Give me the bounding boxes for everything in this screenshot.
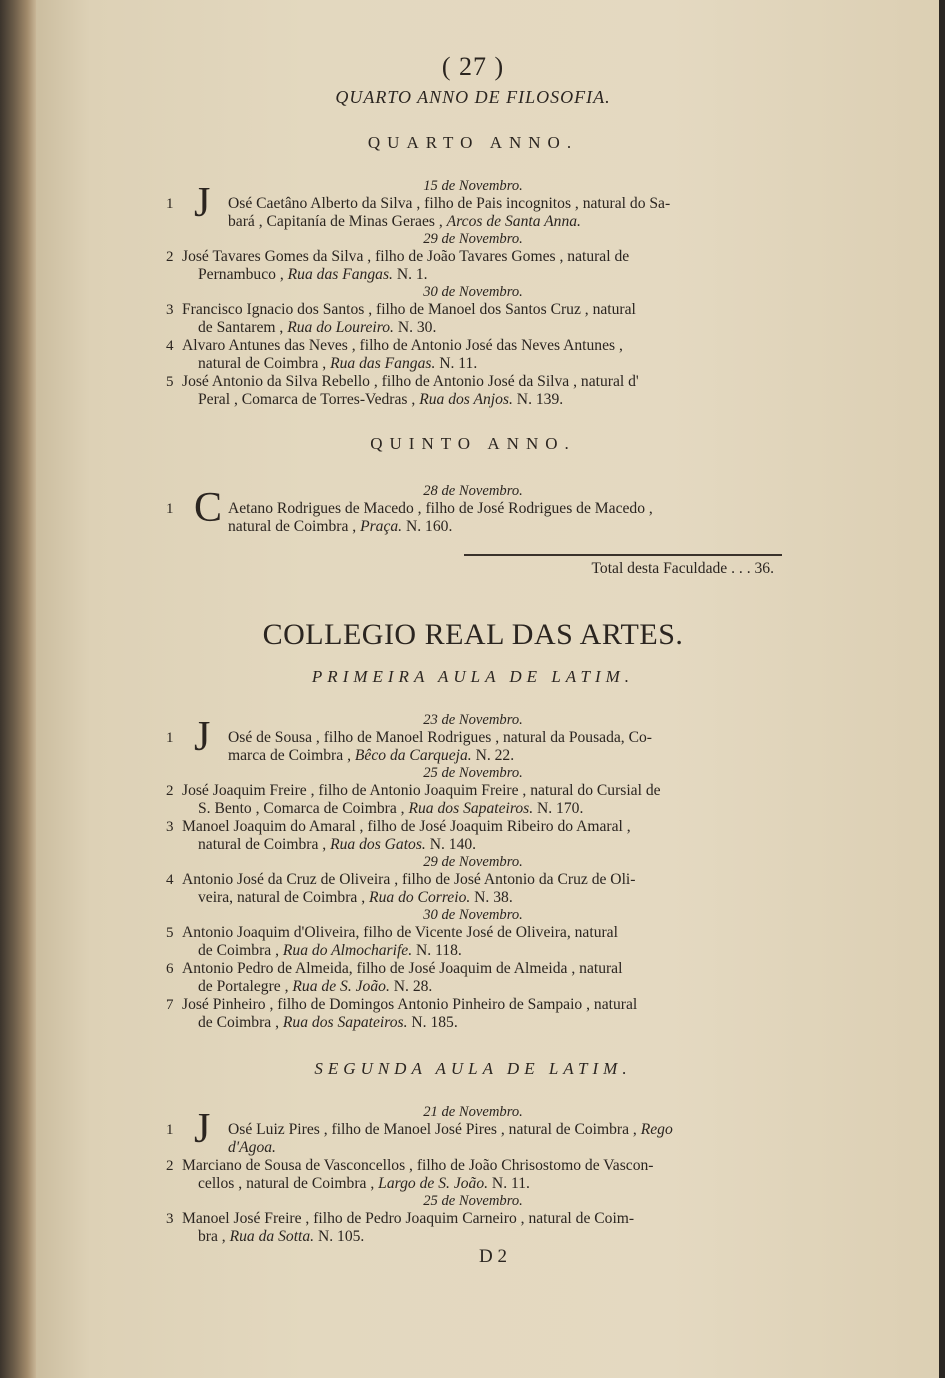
entry-line bbox=[182, 889, 782, 907]
entry-line bbox=[182, 836, 782, 854]
total-rule bbox=[464, 554, 782, 556]
date-line: 15 de Novembro. bbox=[423, 178, 523, 194]
address: Rua da Sotta. bbox=[229, 1228, 315, 1245]
entry-line: Osé Caetâno Alberto da Silva , filho de Pais incognitos , natural do Sa- bbox=[228, 195, 671, 212]
entry-text: bra , bbox=[198, 1228, 230, 1245]
student-entry bbox=[164, 924, 782, 960]
quarto-anno-heading: QUARTO ANNO. bbox=[367, 133, 579, 152]
faculty-heading: QUARTO ANNO DE FILOSOFIA. bbox=[335, 87, 611, 107]
house-number: N. 11. bbox=[488, 1175, 530, 1192]
house-number: N. 105. bbox=[314, 1228, 365, 1245]
segunda-aula-heading: SEGUNDA AULA DE LATIM. bbox=[314, 1059, 632, 1078]
entry-line: José Antonio da Silva Rebello , filho de Antonio José da Silva , natural d' bbox=[182, 373, 639, 390]
address: Rua de S. João. bbox=[292, 978, 390, 995]
entry-number: 1 bbox=[166, 730, 174, 746]
entry-text: natural de Coimbra , bbox=[228, 518, 361, 535]
drop-cap: C bbox=[194, 485, 223, 531]
entry-line bbox=[228, 213, 782, 231]
address: Largo de S. João. bbox=[378, 1175, 489, 1192]
entry-number: 4 bbox=[166, 872, 174, 888]
entry-number: 1 bbox=[166, 1122, 174, 1138]
date-line: 21 de Novembro. bbox=[423, 1104, 523, 1120]
entry-line: Manoel Joaquim do Amaral , filho de José Joaquim Ribeiro do Amaral , bbox=[182, 818, 631, 835]
student-entry bbox=[164, 373, 782, 409]
entry-line: Antonio Joaquim d'Oliveira, filho de Vicente José de Oliveira, natural bbox=[182, 924, 618, 941]
address: Rua dos Sapateiros. bbox=[408, 800, 534, 817]
entry-line bbox=[182, 1175, 782, 1193]
book-page bbox=[36, 0, 942, 1378]
entry-number: 6 bbox=[166, 961, 174, 977]
address: Rua dos Anjos. bbox=[419, 391, 513, 408]
page-number: ( 27 ) bbox=[441, 52, 505, 81]
date-line: 30 de Novembro. bbox=[423, 284, 523, 300]
house-number: N. 139. bbox=[512, 391, 564, 408]
entry-line: Marciano de Sousa de Vasconcellos , filho de João Chrisostomo de Vascon- bbox=[182, 1157, 654, 1174]
student-entry bbox=[164, 1210, 782, 1246]
entry-line bbox=[182, 391, 782, 409]
date-line: 29 de Novembro. bbox=[423, 231, 523, 247]
date-line: 23 de Novembro. bbox=[423, 712, 523, 728]
entry-line bbox=[182, 942, 782, 960]
page-content bbox=[164, 52, 782, 1266]
date-line: 29 de Novembro. bbox=[423, 854, 523, 870]
address: Praça. bbox=[360, 518, 403, 535]
address: Rua do Correio. bbox=[369, 889, 471, 906]
house-number: N. 118. bbox=[412, 942, 462, 959]
address: Rua das Fangas. bbox=[287, 266, 393, 283]
house-number: N. 11. bbox=[435, 355, 478, 372]
entry-number: 2 bbox=[166, 1158, 174, 1174]
entry-number: 3 bbox=[166, 1211, 174, 1227]
entry-line: Antonio Pedro de Almeida, filho de José Joaquim de Almeida , natural bbox=[182, 960, 623, 977]
house-number: N. 28. bbox=[389, 978, 433, 995]
date-line: 30 de Novembro. bbox=[423, 907, 523, 923]
entry-text: de Santarem , bbox=[198, 319, 288, 336]
entry-number: 7 bbox=[166, 997, 174, 1013]
entry-line bbox=[228, 747, 782, 765]
entry-text: de Coimbra , bbox=[198, 1014, 283, 1031]
address: Rua do Almocharife. bbox=[282, 942, 413, 959]
entry-line bbox=[228, 1121, 782, 1139]
signature-mark: D 2 bbox=[479, 1246, 507, 1267]
entry-number: 3 bbox=[166, 819, 174, 835]
student-entry bbox=[164, 871, 782, 907]
primeira-aula-heading: PRIMEIRA AULA DE LATIM. bbox=[311, 667, 635, 686]
entry-line bbox=[182, 355, 782, 373]
faculty-total: Total desta Faculdade . . . 36. bbox=[591, 560, 774, 577]
entry-line: Aetano Rodrigues de Macedo , filho de José Rodrigues de Macedo , bbox=[228, 500, 653, 517]
entry-line bbox=[182, 1014, 782, 1032]
entry-line: Osé de Sousa , filho de Manoel Rodrigues , natural da Pousada, Co- bbox=[228, 729, 652, 746]
quinto-anno-heading: QUINTO ANNO. bbox=[370, 434, 576, 453]
entry-text: de Portalegre , bbox=[198, 978, 293, 995]
entry-text: bará , Capitanía de Minas Geraes , bbox=[228, 213, 447, 230]
house-number: N. 170. bbox=[533, 800, 584, 817]
address: Rua dos Sapateiros. bbox=[282, 1014, 408, 1031]
student-entry bbox=[164, 301, 782, 337]
student-entry bbox=[164, 782, 782, 818]
page-right-edge bbox=[939, 0, 942, 1378]
entry-line bbox=[182, 978, 782, 996]
student-entry bbox=[164, 960, 782, 996]
entry-text: Pernambuco , bbox=[198, 266, 288, 283]
entry-line: Alvaro Antunes das Neves , filho de Antonio José das Neves Antunes , bbox=[182, 337, 623, 354]
entry-text: de Coimbra , bbox=[198, 942, 283, 959]
college-heading: COLLEGIO REAL DAS ARTES. bbox=[262, 618, 684, 651]
address: d'Agoa. bbox=[228, 1139, 276, 1156]
entry-number: 3 bbox=[166, 302, 174, 318]
entry-text: veira, natural de Coimbra , bbox=[198, 889, 370, 906]
entry-number: 1 bbox=[166, 501, 174, 517]
student-entry bbox=[164, 818, 782, 854]
student-entry bbox=[164, 996, 782, 1032]
date-line: 25 de Novembro. bbox=[423, 1193, 523, 1209]
book-spine-gutter bbox=[0, 0, 36, 1378]
entry-number: 5 bbox=[166, 925, 174, 941]
house-number: N. 185. bbox=[407, 1014, 458, 1031]
entry-line: José Tavares Gomes da Silva , filho de João Tavares Gomes , natural de bbox=[182, 248, 630, 265]
entry-line: José Pinheiro , filho de Domingos Antonio Pinheiro de Sampaio , natural bbox=[182, 996, 638, 1013]
entry-text: S. Bento , Comarca de Coimbra , bbox=[198, 800, 409, 817]
entry-number: 5 bbox=[166, 374, 174, 390]
entry-line: Manoel José Freire , filho de Pedro Joaquim Carneiro , natural de Coim- bbox=[182, 1210, 635, 1227]
address: Arcos de Santa Anna. bbox=[446, 213, 581, 230]
entry-line bbox=[182, 266, 782, 284]
student-entry bbox=[164, 248, 782, 284]
house-number: N. 30. bbox=[393, 319, 437, 336]
entry-number: 2 bbox=[166, 783, 174, 799]
entry-number: 4 bbox=[166, 338, 174, 354]
date-line: 28 de Novembro. bbox=[423, 483, 523, 499]
entry-line: Antonio José da Cruz de Oliveira , filho de José Antonio da Cruz de Oli- bbox=[182, 871, 636, 888]
entry-line bbox=[182, 1228, 782, 1246]
house-number: N. 38. bbox=[470, 889, 513, 906]
student-entry bbox=[164, 337, 782, 373]
entry-text: natural de Coimbra , bbox=[198, 836, 331, 853]
address: Rua dos Gatos. bbox=[330, 836, 426, 853]
address: Rego bbox=[640, 1121, 673, 1138]
entry-text: cellos , natural de Coimbra , bbox=[198, 1175, 379, 1192]
house-number: N. 140. bbox=[425, 836, 477, 853]
entry-line: José Joaquim Freire , filho de Antonio Joaquim Freire , natural do Cursial de bbox=[182, 782, 661, 799]
entry-line: Francisco Ignacio dos Santos , filho de Manoel dos Santos Cruz , natural bbox=[182, 301, 636, 318]
drop-cap: J bbox=[194, 1106, 211, 1152]
entry-text: natural de Coimbra , bbox=[198, 355, 331, 372]
entry-number: 2 bbox=[166, 249, 174, 265]
house-number: N. 1. bbox=[392, 266, 428, 283]
address: Rua das Fangas. bbox=[330, 355, 436, 372]
entry-line bbox=[182, 319, 782, 337]
house-number: N. 160. bbox=[402, 518, 453, 535]
entry-line bbox=[228, 518, 782, 536]
entry-text: marca de Coimbra , bbox=[228, 747, 355, 764]
entry-line bbox=[182, 800, 782, 818]
address: Rua do Loureiro. bbox=[287, 319, 394, 336]
house-number: N. 22. bbox=[471, 747, 515, 764]
date-line: 25 de Novembro. bbox=[423, 765, 523, 781]
student-entry bbox=[164, 1157, 782, 1193]
entry-text: Peral , Comarca de Torres-Vedras , bbox=[198, 391, 420, 408]
entry-number: 1 bbox=[166, 196, 174, 212]
entry-text: Osé Luiz Pires , filho de Manoel José Pires , natural de Coimbra , bbox=[228, 1121, 641, 1138]
address: Bêco da Carqueja. bbox=[354, 747, 472, 764]
drop-cap: J bbox=[194, 180, 211, 226]
drop-cap: J bbox=[194, 714, 211, 760]
